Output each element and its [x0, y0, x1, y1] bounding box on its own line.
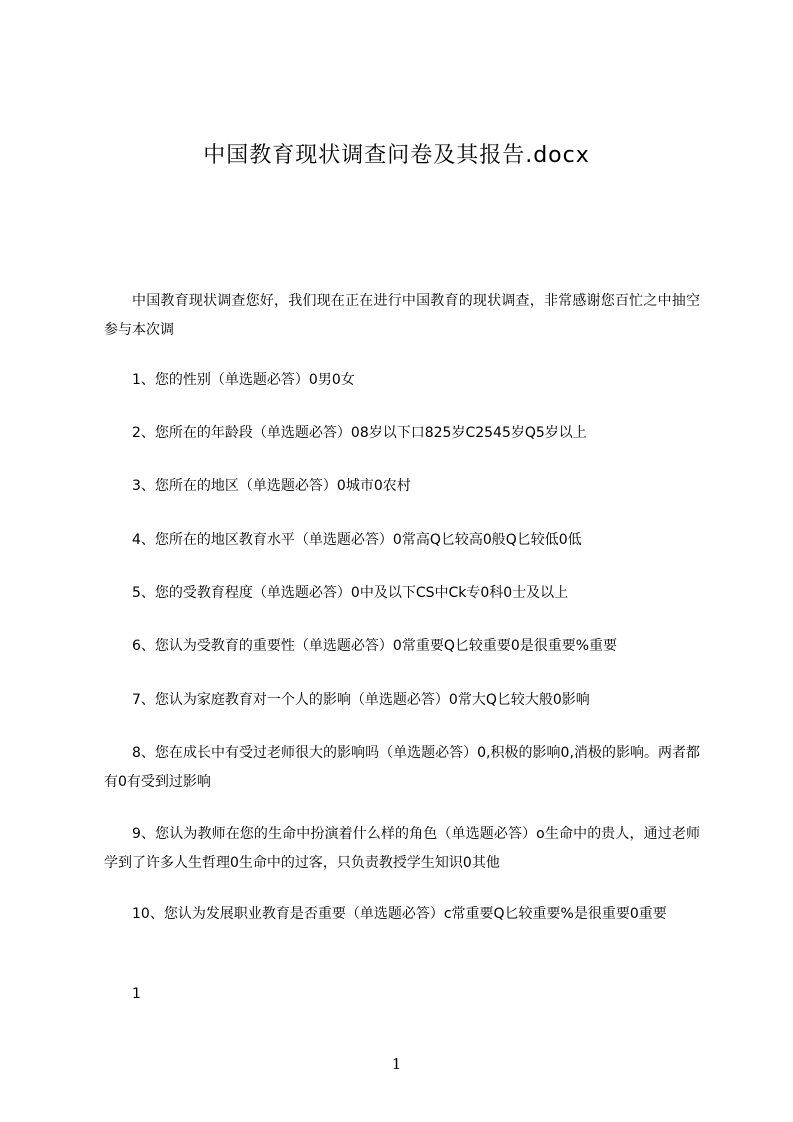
document-title: 中国教育现状调查问卷及其报告.docx	[203, 143, 590, 168]
question-text: 7、您认为家庭教育对一个人的影响（单选题必答）0常大Q匕较大般0影响	[132, 692, 590, 708]
intro-paragraph	[104, 287, 700, 345]
question-1	[104, 366, 700, 395]
question-text: 6、您认为受教育的重要性（单选题必答）0常重要Q匕较重要0是很重要%重要	[132, 638, 618, 654]
footer-mark	[104, 980, 700, 1009]
question-9	[104, 820, 700, 878]
question-4	[104, 526, 700, 555]
question-text: 3、您所在的地区（单选题必答）0城市0农村	[132, 478, 411, 494]
question-8	[104, 739, 700, 797]
question-2	[104, 419, 700, 448]
question-7	[104, 686, 700, 715]
question-text: 10、您认为发展职业教育是否重要（单选题必答）c常重要Q匕较重要%是很重要0重要	[132, 906, 667, 922]
question-text: 2、您所在的年龄段（单选题必答）08岁以下口825岁C2545岁Q5岁以上	[132, 425, 587, 441]
question-10	[104, 900, 700, 929]
question-text: 1、您的性别（单选题必答）0男0女	[132, 372, 355, 388]
question-text: 9、您认为教师在您的生命中扮演着什么样的角色（单选题必答）o生命中的贵人，通过老师学到了许多人生哲理0生命中的过客，只负责教授学生知识0其他	[104, 826, 700, 871]
question-text: 4、您所在的地区教育水平（单选题必答）0常高Q匕较高0般Q匕较低0低	[132, 532, 582, 548]
question-6	[104, 632, 700, 661]
question-5	[104, 579, 700, 608]
question-text: 5、您的受教育程度（单选题必答）0中及以下CS中Ck专0科0士及以上	[132, 585, 569, 601]
footer-mark-text: 1	[132, 986, 141, 1002]
question-text: 8、您在成长中有受过老师很大的影响吗（单选题必答）0,积极的影响0,消极的影响。两者都有0有受到过影响	[104, 745, 700, 790]
question-3	[104, 472, 700, 501]
intro-text: 中国教育现状调查您好，我们现在正在进行中国教育的现状调查，非常感谢您百忙之中抽空参与本次调	[104, 293, 700, 338]
page-number: 1	[391, 1055, 402, 1073]
